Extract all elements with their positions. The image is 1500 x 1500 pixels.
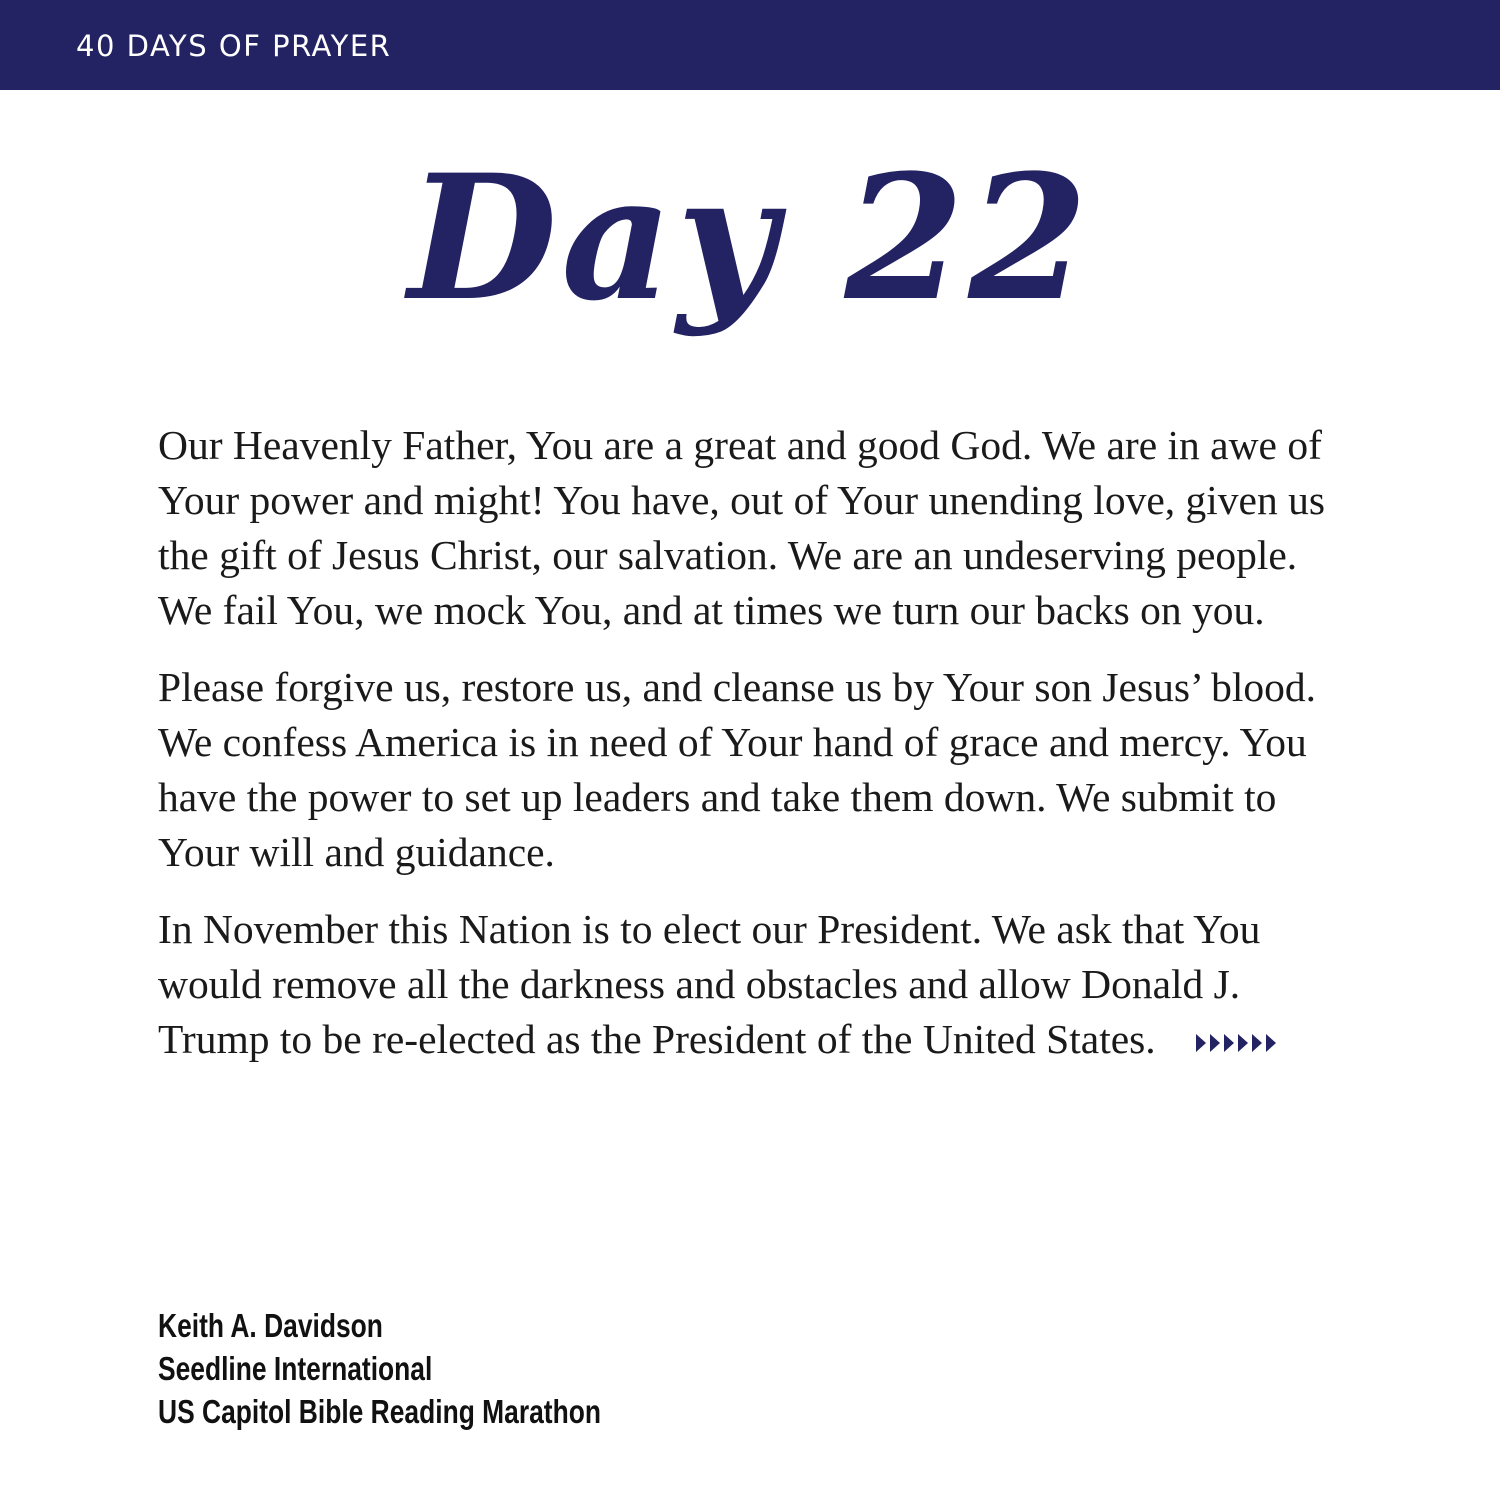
continue-arrows-icon xyxy=(1196,1032,1282,1054)
prayer-paragraph-3 xyxy=(158,902,1338,1067)
signature-program: US Capitol Bible Reading Marathon xyxy=(158,1393,601,1430)
prayer-paragraph-3-text: In November this Nation is to elect our President. We ask that You would remove all the darkness and obstacles and allow Donald J. Trump to be re-elected as the President of the United States. xyxy=(158,906,1261,1062)
prayer-paragraph-1: Our Heavenly Father, You are a great and good God. We are in awe of Your power and might! You have, out of Your unending love, given us the gift of Jesus Christ, our salvation. We are an undeserving people. We fail You, we mock You, and at times we turn our backs on you. xyxy=(158,422,1325,633)
signature-block xyxy=(158,1304,601,1433)
prayer-body xyxy=(158,418,1338,1089)
banner-title: 40 DAYS OF PRAYER xyxy=(76,29,392,63)
prayer-paragraph-2: Please forgive us, restore us, and cleanse us by Your son Jesus’ blood. We confess America is in need of Your hand of grace and mercy. You have the power to set up leaders and take them down. We submit to Your will and guidance. xyxy=(158,664,1317,875)
signature-name: Keith A. Davidson xyxy=(158,1307,383,1344)
signature-organization: Seedline International xyxy=(158,1350,433,1387)
top-banner xyxy=(0,0,1500,90)
day-title: Day 22 xyxy=(408,136,1092,339)
